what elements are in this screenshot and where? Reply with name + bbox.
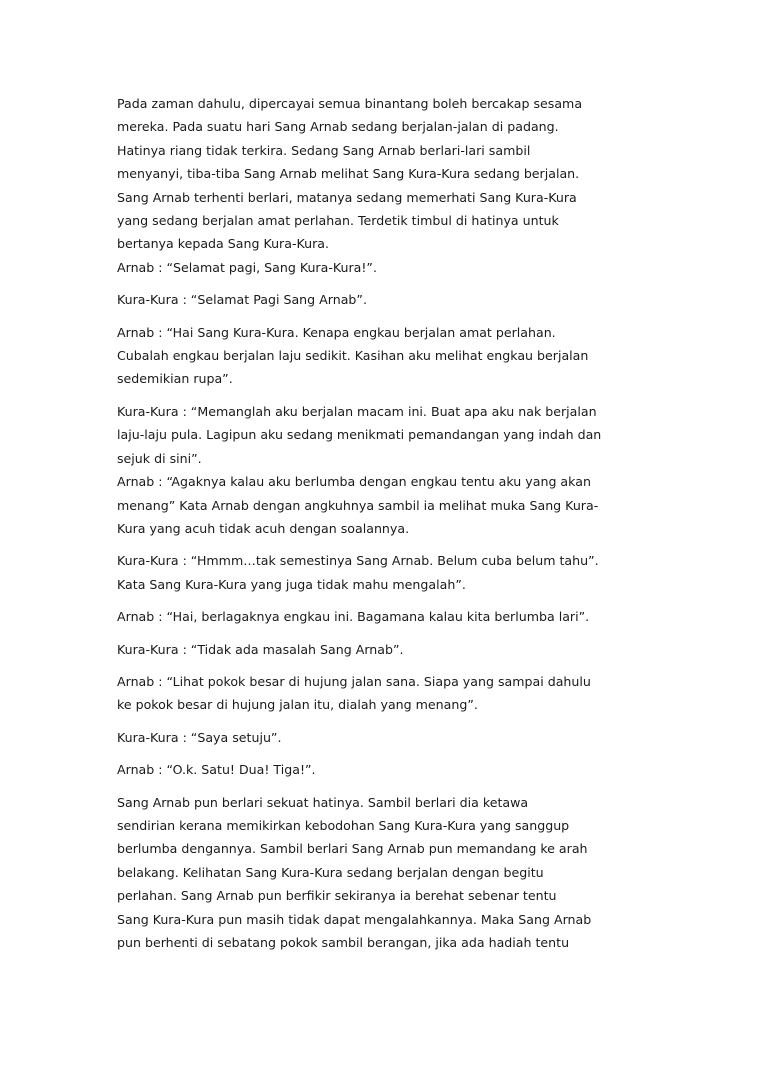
text-line: bertanya kepada Sang Kura-Kura. [117, 236, 330, 252]
story-paragraph [117, 288, 653, 311]
story-paragraph [117, 321, 653, 391]
text-line: Pada zaman dahulu, dipercayai semua binantang boleh bercakap sesama [117, 96, 583, 111]
story-text [117, 92, 653, 963]
text-line: Kura-Kura : “Memanglah aku berjalan macam ini. Buat apa aku nak berjalan [117, 403, 597, 419]
text-line: Kura yang acuh tidak acuh dengan soalannya. [117, 520, 410, 536]
text-line: berlumba dengannya. Sambil berlari Sang Arnab pun memandang ke arah [117, 841, 588, 857]
text-line: Kura-Kura : “Saya setuju”. [117, 729, 282, 745]
text-line: Cubalah engkau berjalan laju sedikit. Kasihan aku melihat engkau berjalan [117, 348, 589, 364]
text-line: Sang Arnab pun berlari sekuat hatinya. Sambil berlari dia ketawa [117, 794, 529, 810]
text-line: Kura-Kura : “Hmmm…tak semestinya Sang Arnab. Belum cuba belum tahu”. [117, 553, 599, 569]
story-paragraph [117, 670, 653, 717]
text-line: yang sedang berjalan amat perlahan. Terdetik timbul di hatinya untuk [117, 213, 559, 229]
text-line: Sang Kura-Kura pun masih tidak dapat mengalahkannya. Maka Sang Arnab [117, 911, 592, 927]
text-line: menang” Kata Arnab dengan angkuhnya sambil ia melihat muka Sang Kura- [117, 497, 599, 513]
text-line: sendirian kerana memikirkan kebodohan Sang Kura-Kura yang sanggup [117, 817, 570, 833]
text-line: menyanyi, tiba-tiba Sang Arnab melihat Sang Kura-Kura sedang berjalan. [117, 166, 580, 182]
text-line: pun berhenti di sebatang pokok sambil berangan, jika ada hadiah tentu [117, 935, 570, 950]
story-paragraph [117, 549, 653, 596]
text-line: Arnab : “Hai, berlagaknya engkau ini. Bagamana kalau kita berlumba lari”. [117, 609, 590, 625]
text-line: Arnab : “Hai Sang Kura-Kura. Kenapa engkau berjalan amat perlahan. [117, 324, 556, 340]
text-line: mereka. Pada suatu hari Sang Arnab sedang berjalan-jalan di padang. [117, 119, 559, 135]
text-line: Kura-Kura : “Tidak ada masalah Sang Arnab”. [117, 641, 404, 657]
text-line: Arnab : “Lihat pokok besar di hujung jalan sana. Siapa yang sampai dahulu [117, 673, 591, 689]
story-paragraph [117, 726, 653, 749]
story-paragraph [117, 791, 653, 955]
text-line: Hatinya riang tidak terkira. Sedang Sang Arnab berlari-lari sambil [117, 142, 531, 158]
text-line: Arnab : “Selamat pagi, Sang Kura-Kura!”. [117, 259, 377, 275]
story-paragraph [117, 638, 653, 661]
text-line: sejuk di sini”. [117, 450, 202, 466]
text-line: laju-laju pula. Lagipun aku sedang menikmati pemandangan yang indah dan [117, 427, 602, 443]
text-line: Sang Arnab terhenti berlari, matanya sedang memerhati Sang Kura-Kura [117, 189, 577, 205]
text-line: Kata Sang Kura-Kura yang juga tidak mahu mengalah”. [117, 576, 466, 592]
text-line: Kura-Kura : “Selamat Pagi Sang Arnab”. [117, 292, 367, 308]
text-line: Arnab : “Agaknya kalau aku berlumba dengan engkau tentu aku yang akan [117, 474, 591, 490]
text-line: sedemikian rupa”. [117, 371, 233, 387]
text-line: ke pokok besar di hujung jalan itu, dialah yang menang”. [117, 697, 478, 713]
text-line: belakang. Kelihatan Sang Kura-Kura sedang berjalan dengan begitu [117, 864, 544, 880]
story-paragraph [117, 400, 653, 540]
story-paragraph [117, 605, 653, 628]
story-paragraph [117, 92, 653, 279]
text-line: perlahan. Sang Arnab pun berfikir sekiranya ia berehat sebenar tentu [117, 888, 557, 904]
story-paragraph [117, 758, 653, 781]
text-line: Arnab : “O.k. Satu! Dua! Tiga!”. [117, 762, 316, 778]
